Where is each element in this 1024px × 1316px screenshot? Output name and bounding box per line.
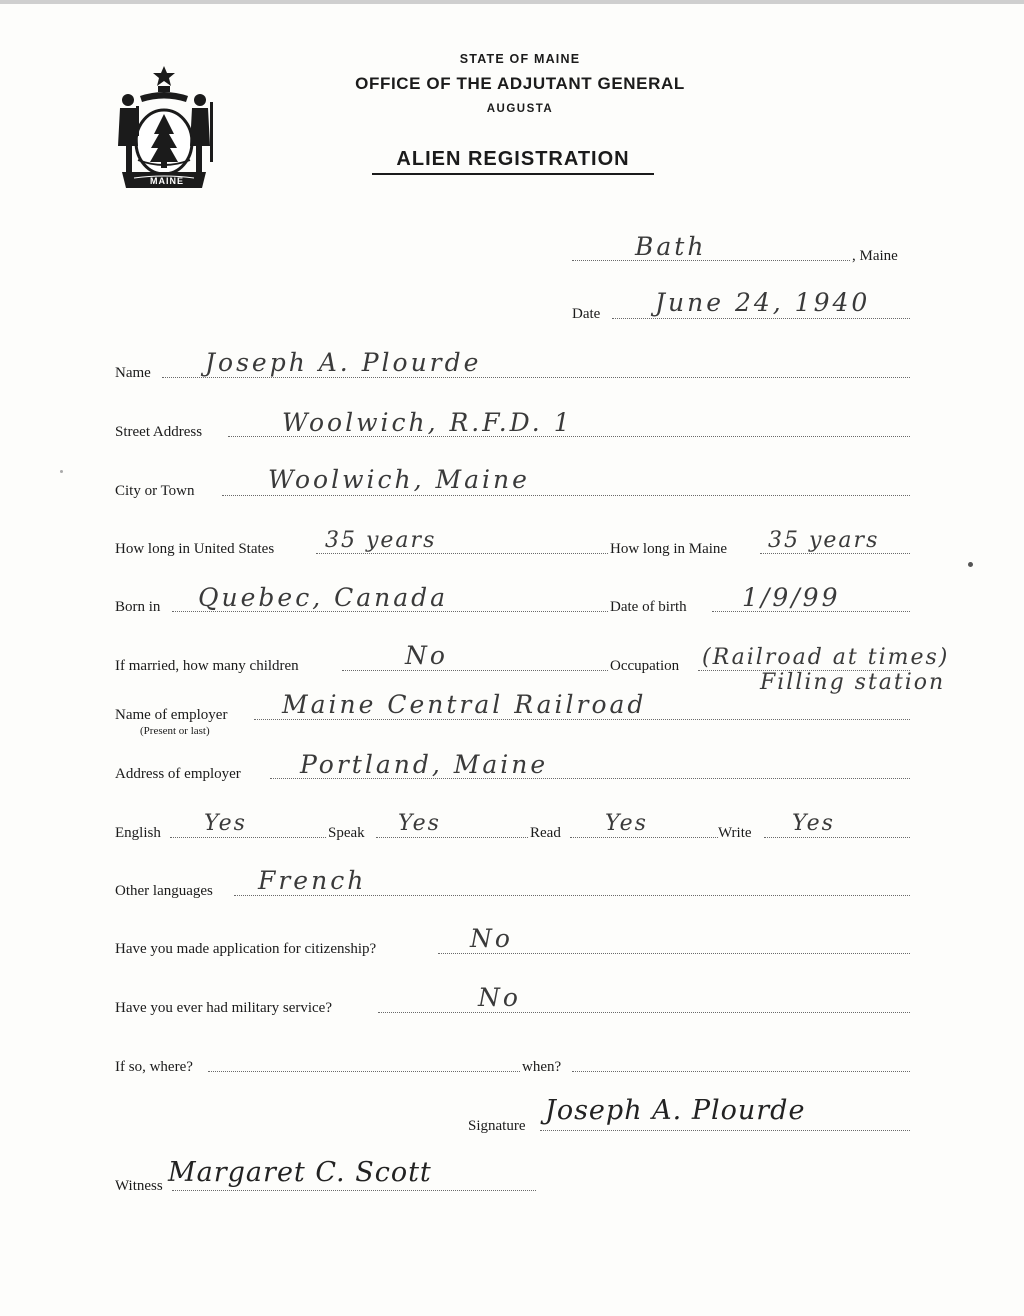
where-label: If so, where? [115,1059,193,1075]
scan-speck [968,562,973,567]
citizenship-line [438,953,910,954]
other-languages-label: Other languages [115,883,213,899]
street-value: Woolwich, R.F.D. 1 [282,408,573,437]
dob-value: 1/9/99 [742,583,841,612]
name-line [162,377,910,378]
read-line [570,837,718,838]
witness-label: Witness [115,1178,163,1194]
date-line [612,318,910,319]
english-label: English [115,825,161,841]
when-label: when? [522,1059,562,1075]
when-line [572,1071,910,1072]
witness-value: Margaret C. Scott [168,1157,432,1188]
english-line [170,837,326,838]
signature-line [540,1130,910,1131]
maine-years-label: How long in Maine [610,541,728,557]
employer-address-label: Address of employer [115,766,241,782]
speak-value: Yes [398,811,441,836]
scan-speck [60,470,63,473]
employer-value: Maine Central Railroad [282,690,647,719]
signature-label: Signature [468,1118,526,1134]
where-line [208,1071,520,1072]
header-state: STATE OF MAINE [459,52,581,66]
form-title: ALIEN REGISTRATION [372,148,654,175]
english-value: Yes [204,811,247,836]
date-label: Date [572,306,601,322]
seal-text: MAINE [150,176,184,186]
read-label: Read [530,825,561,841]
signature-value: Joseph A. Plourde [545,1095,806,1126]
military-line [378,1012,910,1013]
write-line [764,837,910,838]
town-label: , Maine [852,248,898,264]
name-label: Name [115,365,151,381]
street-label: Street Address [115,424,203,440]
born-value: Quebec, Canada [198,583,449,612]
us-years-value: 35 years [325,528,437,553]
employer-address-value: Portland, Maine [300,750,549,779]
citizenship-label: Have you made application for citizenship? [115,941,377,957]
maine-years-value: 35 years [768,528,880,553]
children-value: No [405,641,448,670]
dob-label: Date of birth [610,599,687,615]
city-label: City or Town [115,483,195,499]
employer-line [254,719,910,720]
born-label: Born in [115,599,161,615]
occupation-label: Occupation [610,658,680,674]
us-years-label: How long in United States [115,541,275,557]
name-value: Joseph A. Plourde [205,348,482,377]
header-city: AUGUSTA [486,103,554,115]
military-label: Have you ever had military service? [115,1000,332,1016]
header-office: OFFICE OF THE ADJUTANT GENERAL [355,74,685,93]
occupation-value: (Railroad at times) [702,645,950,670]
write-label: Write [718,825,752,841]
speak-label: Speak [328,825,365,841]
other-languages-line [234,895,910,896]
city-line [222,495,910,496]
occupation-value-2: Filling station [760,670,946,695]
speak-line [376,837,528,838]
children-line [342,670,608,671]
military-value: No [478,983,521,1012]
witness-line [172,1190,536,1191]
employer-label: Name of employer [115,707,228,723]
other-languages-value: French [258,866,367,895]
read-value: Yes [605,811,648,836]
scan-top-edge [0,0,1024,4]
children-label: If married, how many children [115,658,299,674]
write-value: Yes [792,811,835,836]
city-value: Woolwich, Maine [268,465,530,494]
employer-sublabel: (Present or last) [140,725,210,737]
date-value: June 24, 1940 [655,288,871,317]
town-value: Bath [635,232,707,261]
town-line [572,260,850,261]
citizenship-value: No [470,924,513,953]
